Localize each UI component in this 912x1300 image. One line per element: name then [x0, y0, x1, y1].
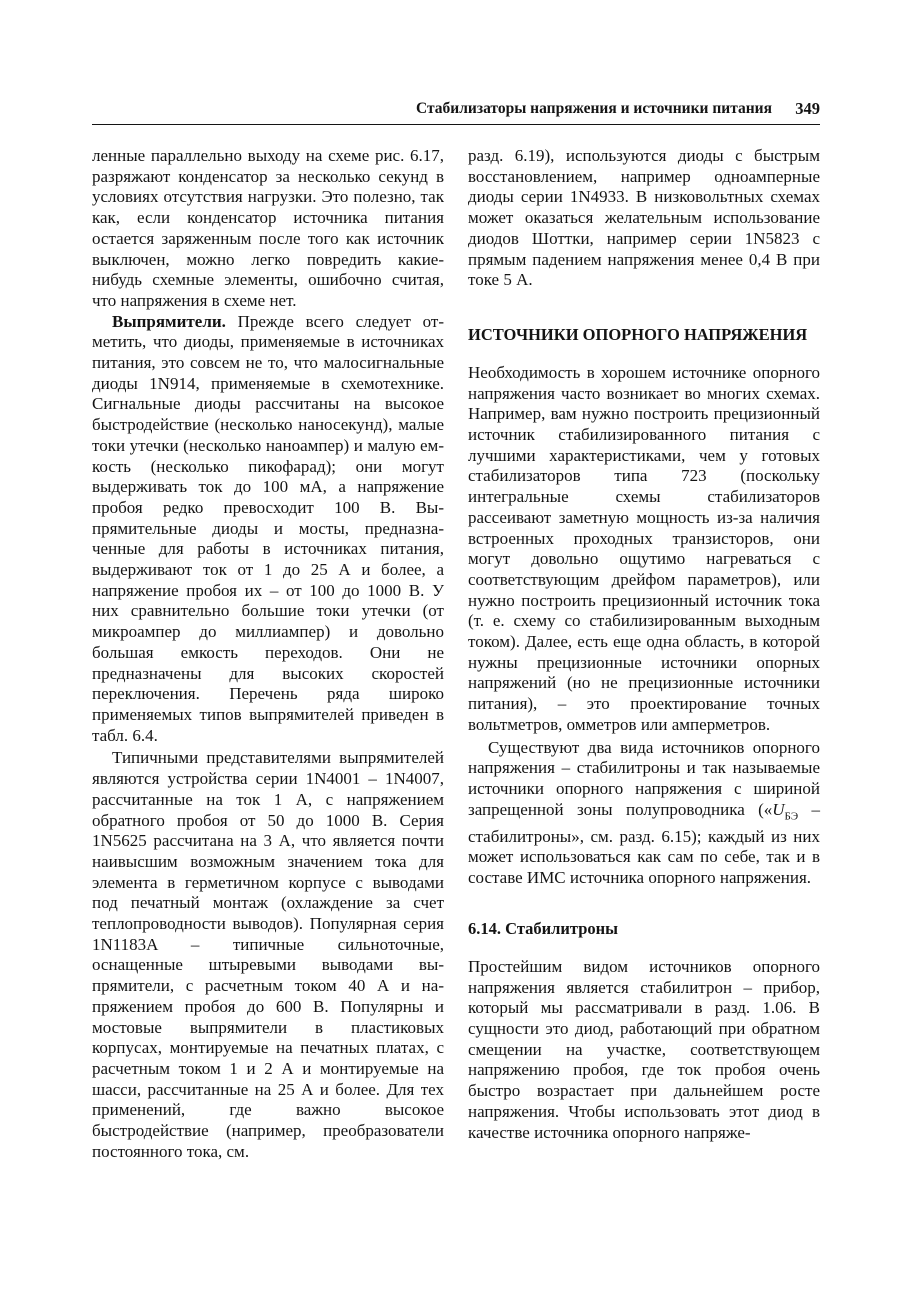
paragraph-continued: ленные параллельно выходу на схеме рис. 6.17, разряжают конденсатор за несколько секунд в условиях отсутствия нагрузки. Это полезно, так как, если конденсатор источника питания остается заряженным после того как источник выключен, можно легко повредить какие-нибудь схемные элементы, ошибочно считая, что напряжения в схеме нет.	[92, 146, 444, 310]
paragraph-rectifiers	[92, 312, 444, 747]
reference-types-text-start: Существуют два вида источников опорного напряжения – стабилитроны и так называемые источники опорного напряжения с шириной запрещенной зоны полупроводника («	[468, 737, 820, 819]
ube-symbol: $U_{БЭ}$	[772, 799, 799, 823]
paragraph-reference-types	[468, 738, 820, 889]
section-heading: ИСТОЧНИКИ ОПОРНОГО НАПРЯЖЕНИЯ	[468, 324, 808, 344]
reference-types-text-end: – стабилитроны», см. разд. 6.15); каждый из них может использоваться как сам по себе, так и в составе ИМС источника опорного напряжения.	[468, 799, 820, 888]
paragraph-reference-need: Необходимость в хорошем источнике опорного напряжения часто возникает во многих схемах. Например, вам нужно построить прецизионный источник стабилизированного питания с лучшими характеристиками, чем у готовых стабилизаторов типа 723 (поскольку интегральные схемы стабилизаторов рассеивают заметную мощность из-за наличия встроенных проходных транзисторов, они могут довольно ощутимо нагреваться с соответствующим дрейфом параметров), или нужно построить прецизионный источник тока (т. е. схему со стабилизированным выходным током). Далее, есть еще одна область, в которой нужны прецизионные источники опорных напряжений (но не прецизионные источники питания), – это проектирование точных вольтметров, омметров или амперметров.	[468, 362, 820, 734]
running-header-title: Стабилизаторы напряжения и источники питания	[415, 100, 772, 117]
page-number: 349	[795, 99, 820, 118]
subsection-heading: 6.14. Стабилитроны	[468, 918, 619, 938]
rectifiers-lead-in: Выпрямители.	[112, 311, 226, 331]
left-column	[92, 146, 444, 1162]
rectifiers-text: Прежде всего следует отметить, что диоды, применяемые в источниках питания, это совсем не то, что малосигнальные диоды 1N914, применяемые в схемотехнике. Сигнальные диоды рассчитаны на высокое быстродействие (несколько наносекунд), малые токи утечки (несколько наноампер) и малую емкость (несколько пикофарад); они могут выдерживать ток до 100 мА, а напряжение пробоя редко превосходит 100 В. Выпрямительные диоды и мосты, предназначенные для работы в источниках питания, выдерживают ток от 1 до 25 А и более, а напряжение пробоя их – от 100 до 1000 В. У них сравнительно большие токи утечки (от микроампер до миллиампер) и довольно большая емкость переходов. Они не предназначены для высоких скоростей переключения. Перечень ряда широко применяемых типов выпрямителей приведен в табл. 6.4.	[92, 311, 444, 745]
right-column	[468, 146, 820, 1143]
paragraph-fast-recovery: разд. 6.19), используются диоды с быстрым восстановлением, например одноамперные диоды серии 1N4933. В низковольтных схемах может оказаться желательным использование диодов Шоттки, например серии 1N5823 с прямым падением напряжения менее 0,4 В при токе 5 А.	[468, 146, 820, 290]
paragraph-zener: Простейшим видом источников опорного напряжения является стабилитрон – прибор, который мы рассматривали в разд. 1.06. В сущности это диод, работающий при обратном смещении на участке, соответствующем напряжению пробоя, где ток пробоя очень быстро возрастает при дальнейшем росте напряжения. Чтобы использовать этот диод в качестве источника опорного напряже-	[468, 956, 820, 1142]
running-header	[92, 100, 820, 125]
paragraph-typical-rectifiers: Типичными представителями выпрямителей являются устройства серии 1N4001 – 1N4007, рассчитанные на ток 1 А, с напряжением обратного пробоя от 50 до 1000 В. Серия 1N5625 рассчитана на 3 А, что является почти наивысшим возможным значением тока для элемента в герметичном корпусе с выводами под печатный монтаж (охлаждение за счет теплопроводности выводов). Популярная серия 1N1183A – типичные сильноточные, оснащенные штыревыми выводами выпрямители, с расчетным током 40 А и напряжением пробоя до 600 В. Популярны и мостовые выпрямители в пластиковых корпусах, монтируемые на печатных платах, с расчетным током 1 и 2 А и монтируемые на шасси, рассчитанные на 25 А и более. Для тех применений, где важно высокое быстродействие (например, преобразователи постоянного тока, см.	[92, 748, 444, 1161]
